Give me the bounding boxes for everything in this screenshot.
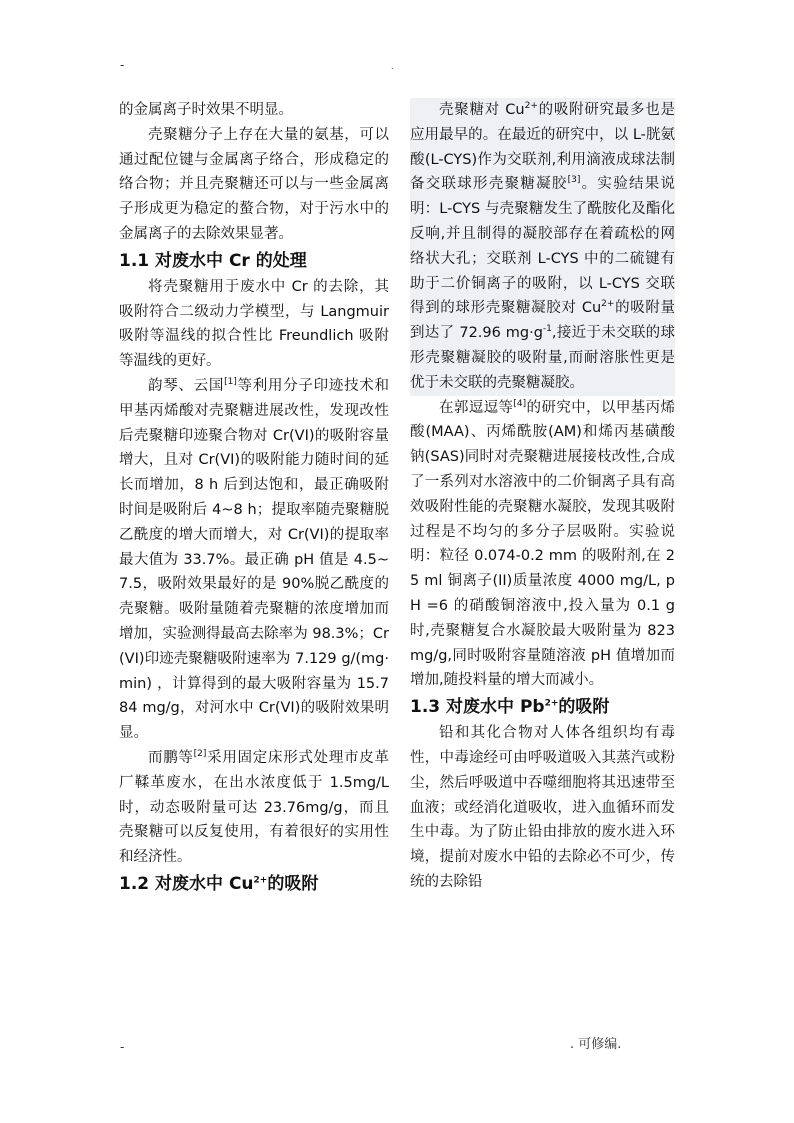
header-left-mark: - bbox=[120, 58, 125, 72]
superscript: 2+ bbox=[601, 299, 615, 310]
superscript: 2+ bbox=[524, 101, 538, 112]
paragraph-fixed-bed bbox=[119, 746, 389, 870]
header-right-mark: . bbox=[391, 62, 394, 71]
paragraph-text: 的吸附研究最多也是应用最早的。在最近的研究中，以 L-胱氨酸(L-CYS)作为交联剂,利用滴液成球法制备交联球形壳聚糖凝胶 bbox=[410, 102, 675, 193]
right-column bbox=[410, 98, 675, 895]
heading-text: 1.3 对废水中 Pb bbox=[410, 697, 545, 718]
footer-editable-note: . 可修编. bbox=[570, 1037, 622, 1052]
citation-ref-2: [2] bbox=[193, 749, 207, 760]
paragraph-text: ,接近于未交联的球形壳聚糖凝胶的吸附量,而耐溶胀性更是优于未交联的壳聚糖凝胶。 bbox=[410, 325, 675, 391]
paragraph-text: 的吸附量到达了 72.96 mg·g bbox=[410, 300, 675, 342]
paragraph-text: 韵琴、云国 bbox=[148, 377, 225, 394]
section-heading-1-3 bbox=[410, 695, 675, 720]
heading-text: 的吸附 bbox=[558, 697, 610, 718]
paragraph-amino-chelation: 壳聚糖分子上存在大量的氨基，可以通过配位键与金属离子络合，形成稳定的络合物；并且壳聚糖还可以与一些金属离子形成更为稳定的螯合物，对于污水中的金属离子的去除效果显著。 bbox=[119, 126, 389, 242]
heading-text: 1.2 对废水中 Cu bbox=[119, 873, 254, 894]
paragraph-text: 等利用分子印迹技术和甲基丙烯酸对壳聚糖进展改性，发现改性后壳聚糖印迹聚合物对 Cr(VI)的吸附容量增大，且对 Cr(VI)的吸附能力随时间的延长而增加，8 h 后到达饱和，最正确吸附时间是吸附后 4~8 h；提取率随壳聚糖脱乙酰度的增大而增大，对 Cr(VI)的提取率最大值为 33.7%。最正确 pH 值是 4.5~7.5，吸附效果最好的是 90%脱乙酰度的壳聚糖。吸附量随着壳聚糖的浓度增加而增加，实验测得最高去除率为 98.3%；Cr(VI)印迹壳聚糖吸附速率为 7.129 g/(mg·min) ，计算得到的最大吸附容量为 15.784 mg/g，对河水中 Cr(VI)的吸附效果明显。 bbox=[119, 377, 390, 742]
paragraph-intro-tail: 的金属离子时效果不明显。 bbox=[119, 102, 293, 118]
citation-ref-4: [4] bbox=[513, 398, 527, 409]
paragraph-cu-cystine bbox=[410, 98, 675, 396]
paragraph-text: 壳聚糖对 Cu bbox=[439, 102, 525, 118]
left-column bbox=[119, 98, 389, 898]
paragraph-pb-toxicity: 铅和其化合物对人体各组织均有毒性，中毒途经可由呼吸道吸入其蒸汽或粉尘，然后呼吸道中吞噬细胞将其迅速带至血液；或经消化道吸收，进入血循环而发生中毒。为了防止铅由排放的废水进入环境，提前对废水中铅的去除必不可少，传统的去除铅 bbox=[410, 725, 675, 890]
paragraph-cr-imprinting bbox=[119, 374, 389, 746]
footer-left-mark: - bbox=[120, 1040, 125, 1054]
paragraph-text: 在郭逗逗等 bbox=[439, 399, 514, 416]
paragraph-text: 而鹏等 bbox=[148, 749, 194, 766]
citation-ref-3: [3] bbox=[567, 175, 581, 186]
section-heading-1-1: 1.1 对废水中 Cr 的处理 bbox=[119, 250, 307, 271]
superscript: 2+ bbox=[544, 698, 559, 709]
paragraph-text: 采用固定床形式处理市皮革厂鞣革废水，在出水浓度低于 1.5mg/L 时，动态吸附量可达 23.76mg/g，而且壳聚糖可以反复使用，有着很好的实用性和经济性。 bbox=[119, 749, 390, 866]
superscript: 2+ bbox=[253, 875, 268, 886]
paragraph-cu-hydrogel bbox=[410, 396, 675, 694]
section-heading-1-2 bbox=[119, 872, 389, 897]
superscript: -1 bbox=[542, 324, 552, 335]
paragraph-cr-adsorption: 将壳聚糖用于废水中 Cr 的去除，其吸附符合二级动力学模型，与 Langmuir 吸附等温线的拟合性比 Freundlich 吸附等温线的更好。 bbox=[119, 278, 389, 370]
paragraph-text: 。实验结果说明：L-CYS 与壳聚糖发生了酰胺化及酯化反响,并且制得的凝胶部存在着疏松的网络状大孔；交联剂 L-CYS 中的二硫键有助于二价铜离子的吸附，以 L-CYS 交联得到的球形壳聚糖凝胶对 Cu bbox=[410, 176, 675, 317]
citation-ref-1: [1] bbox=[224, 377, 237, 388]
heading-text: 的吸附 bbox=[267, 873, 319, 894]
paragraph-text: 的研究中，以甲基丙烯酸(MAA)、丙烯酰胺(AM)和烯丙基磺酸钠(SAS)同时对壳聚糖进展接枝改性,合成了一系列对水溶液中的二价铜离子具有高效吸附性能的壳聚糖水凝胶，发现其吸附过程是不均匀的多分子层吸附。实验说明：粒径 0.074-0.2 mm 的吸附剂,在 25 ml 铜离子(II)质量浓度 4000 mg/L, pH =6 的硝酸铜溶液中,投入量为 0.1 g 时,壳聚糖复合水凝胶最大吸附量为 823 mg/g,同时吸附容量随溶液 pH 值增加而增加,随投料量的增大而减小。 bbox=[410, 399, 676, 689]
